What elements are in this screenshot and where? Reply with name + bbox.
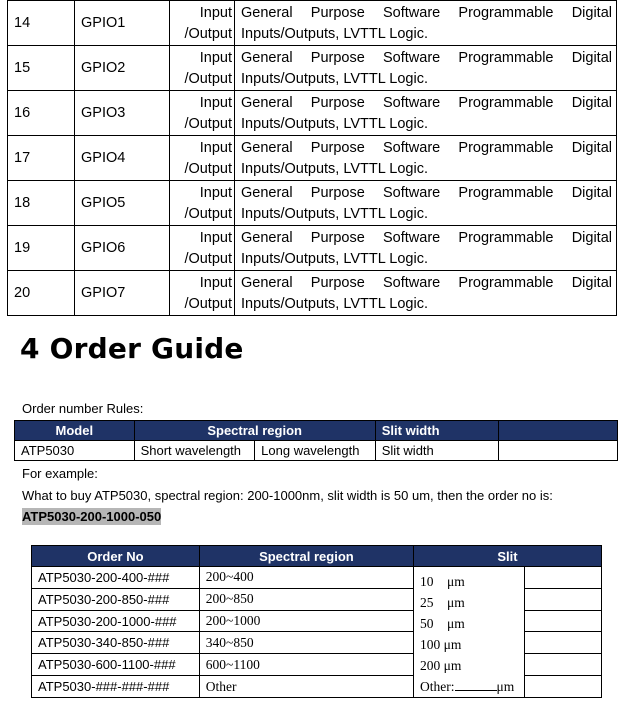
slit-option — [420, 592, 524, 613]
section-title: Order Guide — [49, 332, 244, 365]
pin-number: 19 — [8, 226, 75, 271]
pin-name: GPIO6 — [75, 226, 170, 271]
pin-name: GPIO5 — [75, 181, 170, 226]
example-order-code: ATP5030-200-1000-050 — [22, 509, 162, 524]
pin-type-line1: Input — [199, 50, 232, 66]
pin-description — [235, 46, 617, 91]
slit-value: 50 — [420, 616, 434, 631]
pin-type-line1: Input — [199, 5, 232, 21]
slit-option — [420, 571, 524, 592]
desc-word: Software — [382, 230, 441, 246]
pin-description-line1 — [241, 273, 612, 294]
pin-row — [8, 181, 617, 226]
order-number: ATP5030-###-###-### — [32, 676, 200, 698]
desc-word: Purpose — [310, 95, 365, 111]
pin-name: GPIO7 — [75, 271, 170, 316]
order-header-row — [32, 546, 602, 567]
order-blank-cell — [525, 676, 602, 698]
pin-description-line2: Inputs/Outputs, LVTTL Logic. — [241, 296, 428, 312]
order-header-order-no: Order No — [32, 546, 200, 567]
pin-number: 15 — [8, 46, 75, 91]
pin-table — [7, 0, 617, 316]
slit-option — [420, 655, 524, 676]
slit-value: 25 — [420, 595, 434, 610]
pin-name: GPIO2 — [75, 46, 170, 91]
pin-description — [235, 226, 617, 271]
pin-row — [8, 91, 617, 136]
pin-row — [8, 46, 617, 91]
slit-value: 100 — [420, 637, 441, 652]
slit-other-label: Other: — [420, 679, 455, 694]
desc-word: General — [241, 275, 293, 291]
slit-value: 10 — [420, 574, 434, 589]
pin-type — [170, 271, 235, 316]
order-number: ATP5030-200-1000-### — [32, 610, 200, 632]
desc-word: Software — [382, 140, 441, 156]
desc-word: General — [241, 140, 293, 156]
pin-description-line1 — [241, 138, 612, 159]
desc-word: Digital — [571, 95, 612, 111]
pin-type-line1: Input — [199, 185, 232, 201]
order-blank-cell — [525, 610, 602, 632]
pin-number: 14 — [8, 1, 75, 46]
desc-word: Programmable — [458, 95, 554, 111]
desc-word: Software — [382, 185, 441, 201]
pin-type-line1: Input — [199, 95, 232, 111]
pin-type-line1: Input — [199, 140, 232, 156]
rules-slit-width: Slit width — [375, 441, 499, 461]
pin-row — [8, 136, 617, 181]
rules-row — [15, 441, 618, 461]
pin-description-line2: Inputs/Outputs, LVTTL Logic. — [241, 206, 428, 222]
desc-word: General — [241, 50, 293, 66]
desc-word: Programmable — [458, 140, 554, 156]
order-table — [31, 545, 602, 698]
desc-word: Programmable — [458, 185, 554, 201]
pin-type — [170, 91, 235, 136]
desc-word: Digital — [571, 5, 612, 21]
desc-word: Purpose — [310, 5, 365, 21]
slit-option — [420, 613, 524, 634]
desc-word: Digital — [571, 230, 612, 246]
pin-number: 16 — [8, 91, 75, 136]
desc-word: Programmable — [458, 5, 554, 21]
pin-description-line2: Inputs/Outputs, LVTTL Logic. — [241, 116, 428, 132]
rules-long-wavelength: Long wavelength — [255, 441, 376, 461]
slit-unit: μm — [443, 658, 462, 673]
desc-word: Programmable — [458, 50, 554, 66]
pin-row — [8, 271, 617, 316]
order-number: ATP5030-200-400-### — [32, 567, 200, 589]
rules-label: Order number Rules: — [22, 401, 144, 416]
pin-description — [235, 91, 617, 136]
pin-description — [235, 1, 617, 46]
rules-header-extra — [499, 421, 618, 441]
pin-description-line1 — [241, 48, 612, 69]
desc-word: Software — [382, 50, 441, 66]
desc-word: Digital — [571, 275, 612, 291]
pin-type — [170, 226, 235, 271]
desc-word: Purpose — [310, 185, 365, 201]
pin-description — [235, 181, 617, 226]
desc-word: General — [241, 5, 293, 21]
rules-header-slit: Slit width — [375, 421, 499, 441]
pin-name: GPIO1 — [75, 1, 170, 46]
pin-description-line2: Inputs/Outputs, LVTTL Logic. — [241, 251, 428, 267]
rules-header-row — [15, 421, 618, 441]
pin-type-line2: /Output — [184, 71, 232, 87]
order-number: ATP5030-200-850-### — [32, 588, 200, 610]
pin-type-line2: /Output — [184, 296, 232, 312]
order-blank-cell — [525, 632, 602, 654]
pin-type-line2: /Output — [184, 206, 232, 222]
pin-type-line2: /Output — [184, 26, 232, 42]
desc-word: Purpose — [310, 50, 365, 66]
desc-word: Purpose — [310, 140, 365, 156]
pin-description-line1 — [241, 183, 612, 204]
slit-unit: μm — [443, 637, 462, 652]
rules-extra — [499, 441, 618, 461]
desc-word: Digital — [571, 185, 612, 201]
example-label: For example: — [22, 466, 98, 481]
desc-word: General — [241, 185, 293, 201]
pin-type — [170, 181, 235, 226]
pin-description-line1 — [241, 3, 612, 24]
pin-table-body — [8, 1, 617, 316]
slit-option-other — [420, 676, 524, 697]
section-heading — [20, 332, 244, 365]
pin-number: 17 — [8, 136, 75, 181]
slit-value: 200 — [420, 658, 441, 673]
slit-other-blank — [455, 678, 497, 691]
rules-header-model: Model — [15, 421, 135, 441]
pin-number: 18 — [8, 181, 75, 226]
pin-type-line2: /Output — [184, 251, 232, 267]
desc-word: Software — [382, 95, 441, 111]
order-spectral: 200~850 — [199, 588, 413, 610]
pin-row — [8, 226, 617, 271]
slit-option — [420, 634, 524, 655]
order-blank-cell — [525, 654, 602, 676]
pin-row — [8, 1, 617, 46]
desc-word: General — [241, 230, 293, 246]
desc-word: Purpose — [310, 230, 365, 246]
section-number: 4 — [20, 332, 40, 365]
pin-name: GPIO4 — [75, 136, 170, 181]
slit-unit: μm — [447, 574, 465, 589]
order-number: ATP5030-340-850-### — [32, 632, 200, 654]
pin-description — [235, 136, 617, 181]
order-spectral: 200~400 — [199, 567, 413, 589]
pin-type — [170, 46, 235, 91]
rules-model: ATP5030 — [15, 441, 135, 461]
desc-word: Digital — [571, 140, 612, 156]
order-blank-cell — [525, 588, 602, 610]
order-header-slit: Slit — [414, 546, 602, 567]
order-spectral: 340~850 — [199, 632, 413, 654]
pin-type — [170, 1, 235, 46]
pin-name: GPIO3 — [75, 91, 170, 136]
desc-word: Purpose — [310, 275, 365, 291]
desc-word: Programmable — [458, 230, 554, 246]
desc-word: Programmable — [458, 275, 554, 291]
pin-type-line1: Input — [199, 275, 232, 291]
pin-description-line2: Inputs/Outputs, LVTTL Logic. — [241, 26, 428, 42]
slit-unit: μm — [447, 595, 465, 610]
pin-type-line2: /Output — [184, 161, 232, 177]
order-spectral: 600~1100 — [199, 654, 413, 676]
pin-number: 20 — [8, 271, 75, 316]
rules-table — [14, 420, 618, 461]
order-number: ATP5030-600-1100-### — [32, 654, 200, 676]
rules-short-wavelength: Short wavelength — [134, 441, 255, 461]
pin-description — [235, 271, 617, 316]
order-spectral: 200~1000 — [199, 610, 413, 632]
order-header-spectral: Spectral region — [199, 546, 413, 567]
pin-description-line2: Inputs/Outputs, LVTTL Logic. — [241, 71, 428, 87]
pin-description-line1 — [241, 228, 612, 249]
rules-header-spectral: Spectral region — [134, 421, 375, 441]
desc-word: Software — [382, 5, 441, 21]
slit-other-unit: μm — [496, 679, 515, 694]
pin-type-line1: Input — [199, 230, 232, 246]
order-row — [32, 567, 602, 589]
slit-options-cell — [414, 567, 525, 698]
pin-description-line2: Inputs/Outputs, LVTTL Logic. — [241, 161, 428, 177]
desc-word: Digital — [571, 50, 612, 66]
order-spectral: Other — [199, 676, 413, 698]
desc-word: General — [241, 95, 293, 111]
order-blank-cell — [525, 567, 602, 589]
example-sentence: What to buy ATP5030, spectral region: 200-1000nm, slit width is 50 um, then the order no is: — [22, 488, 553, 503]
pin-type — [170, 136, 235, 181]
order-table-body — [32, 567, 602, 698]
desc-word: Software — [382, 275, 441, 291]
slit-unit: μm — [447, 616, 465, 631]
pin-type-line2: /Output — [184, 116, 232, 132]
pin-description-line1 — [241, 93, 612, 114]
